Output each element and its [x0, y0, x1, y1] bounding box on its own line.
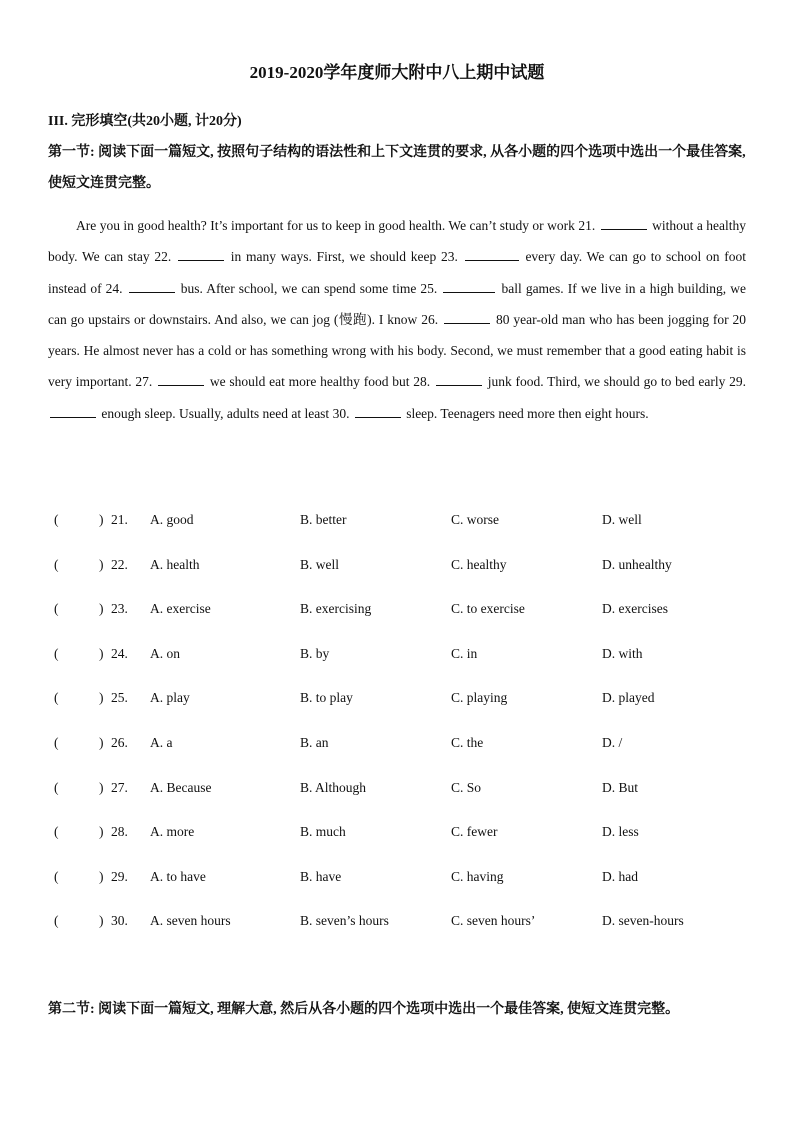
answer-paren-close: ) [99, 913, 104, 928]
option-a: A. play [150, 690, 190, 705]
answer-paren-close: ) [99, 690, 104, 705]
question-row [0, 780, 794, 800]
question-number: 24. [111, 646, 128, 661]
section-heading: III. 完形填空(共20小题, 计20分) [48, 114, 242, 129]
option-b: B. well [300, 557, 339, 572]
option-c: C. to exercise [451, 601, 525, 616]
option-a: A. a [150, 735, 173, 750]
option-a: A. on [150, 646, 180, 661]
cloze-passage [48, 210, 746, 429]
answer-paren-open: ( [54, 557, 59, 572]
part1-instruction: 第一节: 阅读下面一篇短文, 按照句子结构的语法性和上下文连贯的要求, 从各小题的四个选项中选出一个最佳答案, 使短文连贯完整。 [48, 145, 746, 191]
option-b: B. have [300, 869, 342, 884]
option-d: D. well [602, 512, 642, 527]
question-row [0, 601, 794, 621]
passage-segment: in many ways. First, we should keep 23. [230, 249, 458, 265]
blank-27 [158, 371, 204, 386]
answer-paren-close: ) [99, 646, 104, 661]
passage-segment: bus. After school, we can spend some time 25. [180, 280, 438, 296]
blank-26 [444, 309, 490, 324]
option-d: D. But [602, 780, 639, 795]
question-row [0, 913, 794, 933]
option-d: D. exercises [602, 601, 668, 616]
option-d: D. with [602, 646, 643, 661]
passage-segment: every day. We can go to school on foot instead of 24. [48, 249, 747, 296]
question-row [0, 512, 794, 532]
option-d: D. less [602, 824, 639, 839]
question-number: 27. [111, 780, 128, 795]
option-a: A. exercise [150, 601, 211, 616]
blank-24 [129, 278, 175, 293]
question-row [0, 557, 794, 577]
option-c: C. playing [451, 690, 508, 705]
passage-segment: ball games. If we live in a high building, we can go upstairs or downstairs. And also, we can jog (慢跑). I know 26. [48, 280, 746, 327]
answer-paren-close: ) [99, 735, 104, 750]
answer-paren-close: ) [99, 601, 104, 616]
blank-23 [465, 246, 519, 261]
question-number: 30. [111, 913, 128, 928]
passage-segment: enough sleep. Usually, adults need at least 30. [101, 405, 350, 421]
option-a: A. Because [150, 780, 212, 795]
option-c: C. healthy [451, 557, 507, 572]
option-b: B. seven’s hours [300, 913, 389, 928]
option-a: A. more [150, 824, 195, 839]
question-row [0, 824, 794, 844]
option-b: B. to play [300, 690, 353, 705]
option-b: B. exercising [300, 601, 372, 616]
answer-paren-open: ( [54, 735, 59, 750]
option-d: D. played [602, 690, 655, 705]
option-d: D. had [602, 869, 638, 884]
question-row [0, 690, 794, 710]
option-c: C. worse [451, 512, 499, 527]
answer-paren-close: ) [99, 557, 104, 572]
option-b: B. Although [300, 780, 367, 795]
blank-21 [601, 215, 647, 230]
option-b: B. by [300, 646, 330, 661]
passage-segment: Are you in good health? It’s important for us to keep in good health. We can’t study or work 21. [76, 218, 596, 233]
question-number: 25. [111, 690, 128, 705]
answer-paren-open: ( [54, 780, 59, 795]
answer-paren-open: ( [54, 690, 59, 705]
option-c: C. having [451, 869, 504, 884]
answer-paren-close: ) [99, 780, 104, 795]
option-c: C. the [451, 735, 484, 750]
question-number: 21. [111, 512, 128, 527]
option-a: A. to have [150, 869, 206, 884]
passage-segment: 80 year-old man who has been jogging for 20 years. He almost never has a cold or has something wrong with his body. Second, we must remember that a good eating habit is very important. 27. [48, 311, 747, 390]
passage-segment: we should eat more healthy food but 28. [209, 374, 431, 390]
option-b: B. much [300, 824, 346, 839]
option-a: A. good [150, 512, 194, 527]
question-number: 26. [111, 735, 128, 750]
blank-28 [436, 371, 482, 386]
passage-segment: sleep. Teenagers need more then eight hours. [406, 405, 649, 421]
answer-paren-close: ) [99, 869, 104, 884]
passage-segment: without a healthy body. We can stay 22. [48, 218, 747, 265]
question-row [0, 646, 794, 666]
passage-segment: junk food. Third, we should go to bed early 29. [487, 374, 747, 390]
blank-29 [50, 403, 96, 418]
option-c: C. in [451, 646, 478, 661]
option-d: D. / [602, 735, 623, 750]
blank-30 [355, 403, 401, 418]
option-b: B. better [300, 512, 347, 527]
option-a: A. seven hours [150, 913, 231, 928]
question-number: 28. [111, 824, 128, 839]
answer-paren-open: ( [54, 512, 59, 527]
part2-instruction: 第二节: 阅读下面一篇短文, 理解大意, 然后从各小题的四个选项中选出一个最佳答案, 使短文连贯完整。 [48, 1002, 680, 1017]
answer-paren-open: ( [54, 913, 59, 928]
question-row [0, 735, 794, 755]
question-number: 23. [111, 601, 128, 616]
answer-paren-open: ( [54, 646, 59, 661]
option-c: C. seven hours’ [451, 913, 536, 928]
option-b: B. an [300, 735, 329, 750]
blank-22 [178, 246, 224, 261]
question-row [0, 869, 794, 889]
question-number: 29. [111, 869, 128, 884]
answer-paren-open: ( [54, 824, 59, 839]
option-d: D. seven-hours [602, 913, 684, 928]
option-c: C. So [451, 780, 482, 795]
question-number: 22. [111, 557, 128, 572]
option-c: C. fewer [451, 824, 498, 839]
answer-paren-open: ( [54, 601, 59, 616]
blank-25 [443, 278, 495, 293]
answer-paren-close: ) [99, 824, 104, 839]
option-d: D. unhealthy [602, 557, 672, 572]
answer-paren-close: ) [99, 512, 104, 527]
option-a: A. health [150, 557, 200, 572]
answer-paren-open: ( [54, 869, 59, 884]
page-title: 2019-2020学年度师大附中八上期中试题 [249, 63, 545, 82]
